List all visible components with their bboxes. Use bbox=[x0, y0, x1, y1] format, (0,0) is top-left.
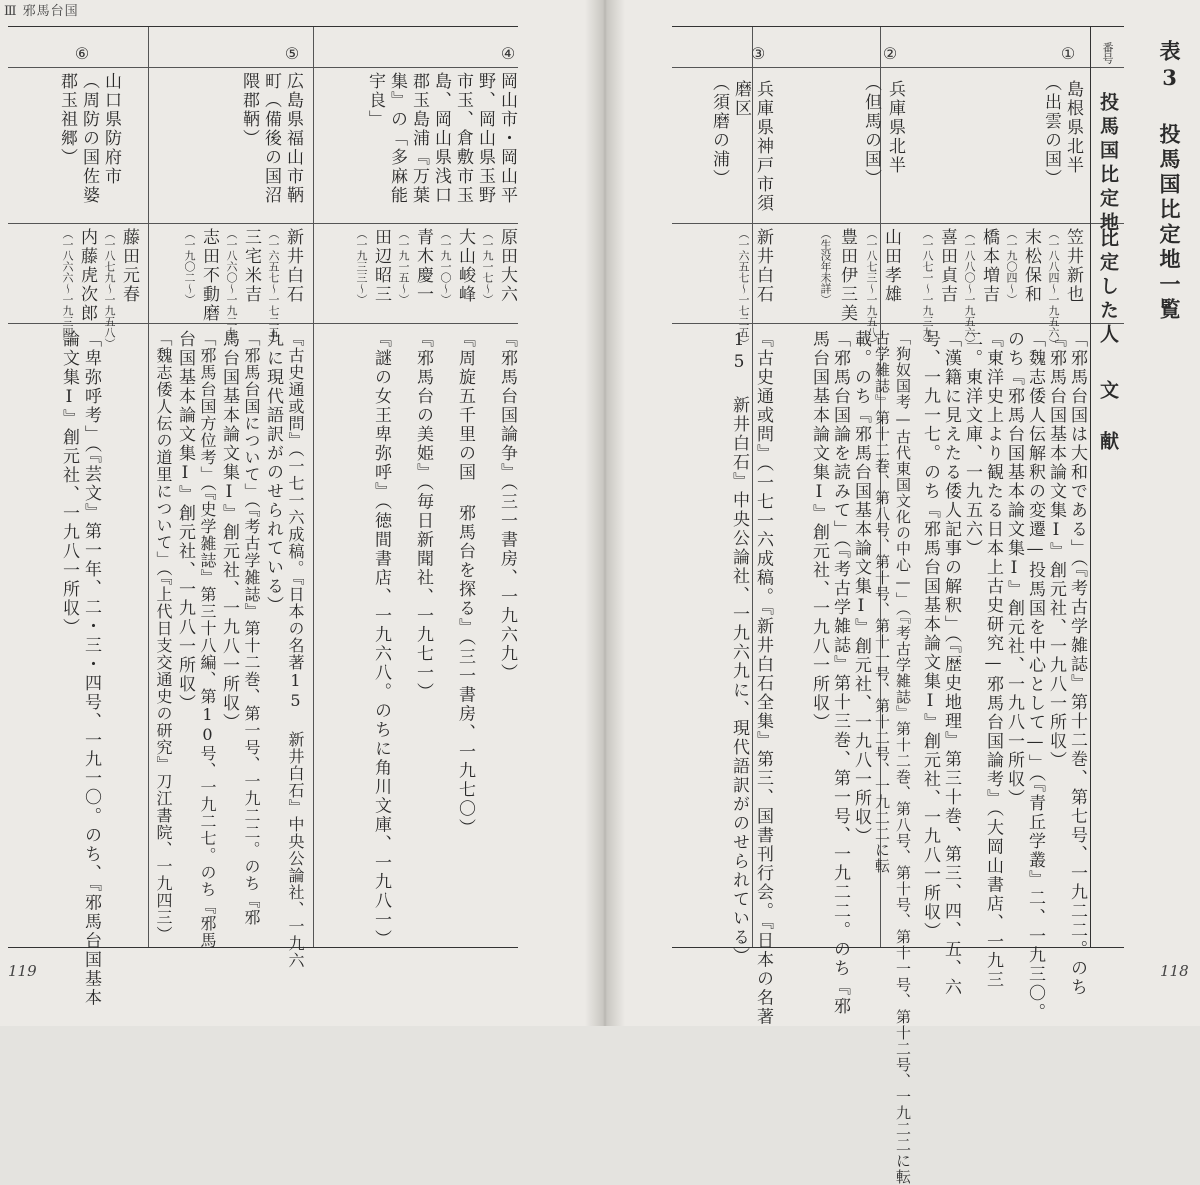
row3-location-2: 磨区 bbox=[731, 80, 751, 118]
row5-lit-1: 『古史通或問』（一七一六成稿。『日本の名著15 新井白石』中央公論社、一九六 bbox=[286, 330, 305, 969]
row1-person-4-years: （一八七一〜一九三九） bbox=[921, 228, 934, 349]
row5-person-2: 三宅米吉 bbox=[241, 228, 261, 304]
rule-after-number-left bbox=[8, 67, 518, 68]
row1-person-3-years: （一八八〇〜一九五六） bbox=[963, 228, 976, 349]
header-person: 比定した人 bbox=[1097, 228, 1119, 348]
row2-person-2: 豊田伊三美 bbox=[837, 228, 857, 323]
row2-lit-3: 載。のち『邪馬台国基本論文集Ⅰ』創元社、一九八一所収） bbox=[851, 330, 871, 846]
book-gutter bbox=[585, 0, 625, 1026]
row4-person-2-years: （一九一〇〜） bbox=[439, 228, 452, 305]
row2-lit-5: 馬台国基本論文集Ⅰ』創元社、一九八一所収） bbox=[809, 330, 829, 732]
row4-person-4-years: （一九三三〜） bbox=[355, 228, 368, 305]
row2-number: ② bbox=[882, 44, 898, 63]
row4-location-6: 集』の「多麻能 bbox=[387, 72, 407, 205]
row4-lit-4: 『謎の女王卑弥呼』（徳間書店、一九六八。のちに角川文庫、一九八一） bbox=[371, 330, 391, 949]
row5-person-1-years: （一六五七〜一七二五） bbox=[267, 228, 280, 349]
row2-location-sub: （但馬の国） bbox=[861, 74, 881, 188]
col-sep-row5-row6 bbox=[148, 27, 149, 947]
row5-person-2-years: （一八六〇〜一九二九） bbox=[225, 228, 238, 349]
header-number: 番号 bbox=[1101, 42, 1114, 64]
row4-lit-1: 『邪馬台国論争』（三一書房、一九六九） bbox=[497, 330, 517, 683]
row1-person-1-years: （一八八四〜一九五六） bbox=[1047, 228, 1060, 349]
row6-person-2-years: （一八六六〜一九三四） bbox=[61, 228, 74, 349]
row3-location-sub: （須磨の浦） bbox=[709, 74, 729, 188]
row1-person-3: 橋本増吉 bbox=[979, 228, 999, 304]
row5-lit-3: 「邪馬台国について」（『考古学雑誌』第十二巻、第一号、一九二二。のち『邪 bbox=[242, 330, 261, 926]
row4-location-2: 野、岡山県玉野 bbox=[475, 72, 495, 205]
col-sep-header bbox=[1090, 27, 1091, 947]
table-title: 表3 投馬国比定地一覧 bbox=[1157, 40, 1182, 323]
row4-location-5: 郡玉島浦『万葉 bbox=[409, 72, 429, 205]
row3-person-1: 新井白石 bbox=[753, 228, 773, 304]
row5-location-1: 広島県福山市鞆 bbox=[283, 72, 303, 205]
row1-number: ① bbox=[1060, 44, 1076, 63]
row2-lit-1: 「狗奴国考—古代東国文化の中心—」（『考古学雑誌』第十二巻、第八号、第十号、第十一号、第十二号、一九二二に転 bbox=[894, 330, 912, 1185]
row1-lit-5: 『東洋史上より観たる日本上古史研究—邪馬台国論考』（大岡山書店、一九三 bbox=[983, 330, 1003, 990]
row2-location: 兵庫県北半 bbox=[885, 80, 905, 175]
row2-person-1-years: （一八七三〜一九五八） bbox=[865, 228, 878, 349]
row1-person-1: 笠井新也 bbox=[1063, 228, 1083, 304]
row6-location-3: 郡玉祖郷） bbox=[57, 72, 77, 167]
row1-lit-8: 号、一九一七。のち『邪馬台国基本論文集Ⅰ』創元社、一九八一所収） bbox=[920, 330, 940, 941]
row2-lit-4: 「邪馬台国論を読みて」（『考古学雑誌』第十三巻、第一号、一九二二。のち『邪 bbox=[830, 330, 850, 1016]
row5-lit-6: 台国基本論文集Ⅰ』創元社、一九八一所収） bbox=[175, 330, 195, 713]
row6-person-1-years: （一八七九〜一九五八） bbox=[103, 228, 116, 349]
row4-lit-2: 『周旋五千里の国 邪馬台を探る』（三一書房、一九七〇） bbox=[455, 330, 475, 838]
row6-person-1: 藤田元春 bbox=[119, 228, 139, 304]
page-number-right: 118 bbox=[1160, 962, 1189, 980]
row5-person-3: 志田不動磨 bbox=[199, 228, 219, 323]
row4-person-1-years: （一九一七〜） bbox=[481, 228, 494, 305]
row2-lit-2: 古学雑誌』第十二巻、第八号、第十号、第十一号、第十二号、一九二二に転 bbox=[873, 330, 891, 874]
running-head: Ⅲ 邪馬台国 bbox=[4, 4, 79, 19]
row3-lit-1: 『古史通或問』（一七一六成稿。『新井白石全集』第三、国書刊行会。『日本の名著 bbox=[753, 330, 773, 1027]
rule-after-location-left bbox=[8, 223, 518, 224]
row4-person-2: 大山峻峰 bbox=[455, 228, 475, 304]
page-number-left: 119 bbox=[8, 962, 37, 980]
row4-person-3-years: （一九一五〜） bbox=[397, 228, 410, 305]
row4-lit-3: 『邪馬台の美姫』（毎日新聞社、一九七一） bbox=[413, 330, 433, 702]
row1-lit-2: 『邪馬台国基本論文集Ⅰ』創元社、一九八一所収） bbox=[1046, 330, 1066, 770]
row1-person-4: 喜田貞吉 bbox=[937, 228, 957, 304]
row5-number: ⑤ bbox=[284, 44, 300, 63]
row1-lit-1: 「邪馬台国は大和である」（『考古学雑誌』第十二巻、第七号、一九二二。のち bbox=[1067, 330, 1087, 997]
rule-after-number bbox=[672, 67, 1124, 68]
row4-person-3: 青木慶一 bbox=[413, 228, 433, 304]
row6-location-2: （周防の国佐婆 bbox=[79, 72, 99, 205]
row4-location-7: 宇良」 bbox=[365, 72, 385, 129]
row1-lit-3: 「魏志倭人伝解釈の変遷—投馬国を中心として—」（『青丘学叢』二、一九三〇。 bbox=[1025, 330, 1045, 1022]
row6-lit-2: 論文集Ⅰ』創元社、一九八一所収） bbox=[59, 330, 79, 637]
row6-lit-1: 「卑弥呼考」（『芸文』第一年、二・三・四号、一九一〇。のち、『邪馬台国基本 bbox=[81, 330, 101, 1008]
row5-person-1: 新井白石 bbox=[283, 228, 303, 304]
row4-location-1: 岡山市・岡山平 bbox=[497, 72, 517, 205]
rule-after-location bbox=[672, 223, 1124, 224]
row5-lit-5: 「邪馬台国方位考」（『史学雑誌』第三十八編、第10号、一九二七。のち『邪馬 bbox=[198, 330, 217, 949]
row5-person-3-years: （一九〇二〜） bbox=[183, 228, 196, 305]
row3-location: 兵庫県神戸市須 bbox=[753, 80, 773, 213]
row1-location: 島根県北半 bbox=[1063, 80, 1083, 175]
row5-lit-4: 馬台国基本論文集Ⅰ』創元社、一九八一所収） bbox=[219, 330, 239, 732]
row5-lit-7: 「魏志倭人伝の道里について」（『上代日支交通史の研究』刀江書院、一九四三） bbox=[154, 330, 173, 943]
row6-person-2: 内藤虎次郎 bbox=[77, 228, 97, 323]
row1-lit-4: のち『邪馬台国基本論文集Ⅰ』創元社、一九八一所収） bbox=[1004, 330, 1024, 808]
row1-person-2-years: （一九〇四〜） bbox=[1005, 228, 1018, 305]
row3-lit-2: 15 新井白石』中央公論社、一九六九に、現代語訳がのせられている） bbox=[729, 330, 749, 966]
row4-location-3: 市玉、倉敷市玉 bbox=[453, 72, 473, 205]
row1-lit-6: 二。東洋文庫、一九五六） bbox=[962, 330, 982, 558]
header-location: 投馬国比定地 bbox=[1097, 92, 1119, 236]
row1-person-2: 末松保和 bbox=[1021, 228, 1041, 304]
row4-location-4: 島、岡山県浅口 bbox=[431, 72, 451, 205]
row1-lit-7: 「漢籍に見えたる倭人記事の解釈」（『歴史地理』第三十巻、第三、四、五、六 bbox=[941, 330, 961, 997]
row3-number: ③ bbox=[750, 44, 766, 63]
row5-location-3: 隈郡鞆） bbox=[239, 72, 259, 148]
header-literature: 文 献 bbox=[1097, 380, 1119, 455]
row4-person-1: 原田大六 bbox=[497, 228, 517, 304]
row2-person-2-years: （生没年未詳） bbox=[819, 228, 832, 305]
row6-number: ⑥ bbox=[74, 44, 90, 63]
row5-location-2: 町（備後の国沼 bbox=[261, 72, 281, 205]
rule-after-person-left bbox=[8, 323, 518, 324]
row3-person-1-years: （一六五七〜一七二五） bbox=[737, 228, 750, 349]
row5-lit-2: 九に現代語訳がのせられている） bbox=[263, 330, 283, 615]
row2-person-1: 山田孝雄 bbox=[881, 228, 901, 304]
row4-person-4: 田辺昭三 bbox=[371, 228, 391, 304]
row6-location-1: 山口県防府市 bbox=[101, 72, 121, 186]
row4-number: ④ bbox=[500, 44, 516, 63]
row1-location-sub: （出雲の国） bbox=[1041, 74, 1061, 188]
col-sep-row4-row5 bbox=[313, 27, 314, 947]
